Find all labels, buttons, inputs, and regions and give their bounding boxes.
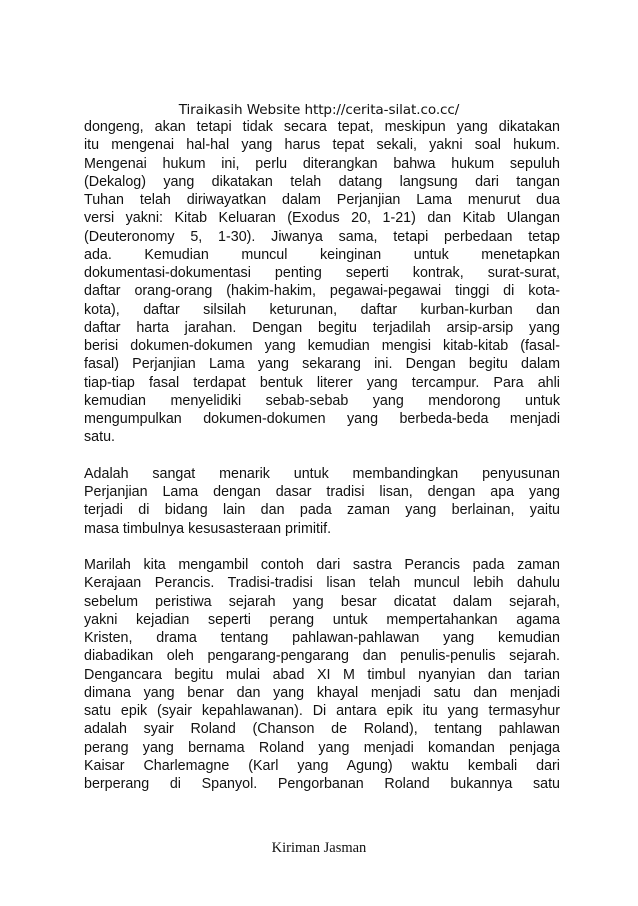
text-line: kota), daftar silsilah keturunan, daftar kurban-kurban dan xyxy=(84,301,560,318)
page-footer: Kiriman Jasman xyxy=(271,840,367,856)
text-line: Dengancara begitu mulai abad XI M timbul nyanyian dan tarian xyxy=(84,666,560,683)
paragraph-gap xyxy=(84,447,560,465)
text-line: satu epik (syair kepahlawanan). Di antara epik itu yang termasyhur xyxy=(84,703,560,719)
text-line: sebelum peristiwa sejarah yang besar dicatat dalam sejarah, xyxy=(84,593,560,610)
text-line: tiap-tiap fasal terdapat bentuk literer yang tercampur. Para ahli xyxy=(84,374,560,391)
text-line: Tuhan telah diriwayatkan dalam Perjanjian Lama menurut dua xyxy=(84,192,560,208)
text-line: daftar harta jarahan. Dengan begitu terjadilah arsip-arsip yang xyxy=(84,319,560,336)
page-header: Tiraikasih Website http://cerita-silat.co.cc/ xyxy=(178,102,460,118)
text-line: dokumentasi-dokumentasi penting seperti kontrak, surat-surat, xyxy=(84,265,560,281)
text-line: kemudian menyelidiki sebab-sebab yang mendorong untuk xyxy=(84,392,560,409)
body-text xyxy=(84,118,560,793)
paragraph-1 xyxy=(84,118,560,447)
text-line: berperang di Spanyol. Pengorbanan Roland bukannya satu xyxy=(84,776,560,792)
text-line: daftar orang-orang (hakim-hakim, pegawai-pegawai tinggi di kota- xyxy=(84,283,560,300)
text-line: adalah syair Roland (Chanson de Roland), tentang pahlawan xyxy=(84,721,560,738)
text-line: yakni kejadian seperti perang untuk mempertahankan agama xyxy=(84,611,560,628)
text-line: Kaisar Charlemagne (Karl yang Agung) waktu kembali dari xyxy=(84,757,560,774)
paragraph-2 xyxy=(84,465,560,538)
text-line: Kerajaan Perancis. Tradisi-tradisi lisan telah muncul lebih dahulu xyxy=(84,575,560,592)
text-line: Marilah kita mengambil contoh dari sastra Perancis pada zaman xyxy=(84,557,560,573)
text-line: terjadi di bidang lain dan pada zaman yang berlainan, yaitu xyxy=(84,502,560,519)
paragraph-gap xyxy=(84,538,560,556)
text-line: versi yakni: Kitab Keluaran (Exodus 20, 1-21) dan Kitab Ulangan xyxy=(84,210,560,227)
text-line: itu mengenai hal-hal yang harus tepat sekali, yakni soal hukum. xyxy=(84,137,560,154)
text-line: mengumpulkan dokumen-dokumen yang berbeda-beda menjadi xyxy=(84,411,560,427)
text-line: berisi dokumen-dokumen yang kemudian mengisi kitab-kitab (fasal- xyxy=(84,338,560,354)
text-line: Perjanjian Lama dengan dasar tradisi lisan, dengan apa yang xyxy=(84,484,560,500)
text-line: (Dekalog) yang dikatakan telah datang langsung dari tangan xyxy=(84,173,560,190)
text-line: fasal) Perjanjian Lama yang sekarang ini. Dengan begitu dalam xyxy=(84,356,560,373)
text-line: dongeng, akan tetapi tidak secara tepat, meskipun yang dikatakan xyxy=(84,119,560,135)
text-line: Kristen, drama tentang pahlawan-pahlawan yang kemudian xyxy=(84,630,560,646)
text-line: (Deuteronomy 5, 1-30). Jiwanya sama, tetapi perbedaan tetap xyxy=(84,228,560,245)
text-line: satu. xyxy=(84,429,115,446)
text-line: Adalah sangat menarik untuk membandingkan penyusunan xyxy=(84,465,560,482)
text-line: diabadikan oleh pengarang-pengarang dan penulis-penulis sejarah. xyxy=(84,648,560,665)
text-line: Mengenai hukum ini, perlu diterangkan bahwa hukum sepuluh xyxy=(84,155,560,172)
text-line: perang yang bernama Roland yang menjadi komandan penjaga xyxy=(84,739,560,756)
paragraph-3 xyxy=(84,556,560,793)
text-line: ada. Kemudian muncul keinginan untuk menetapkan xyxy=(84,246,560,263)
text-line: dimana yang benar dan yang khayal menjadi satu dan menjadi xyxy=(84,684,560,701)
text-line: masa timbulnya kesusasteraan primitif. xyxy=(84,520,332,537)
